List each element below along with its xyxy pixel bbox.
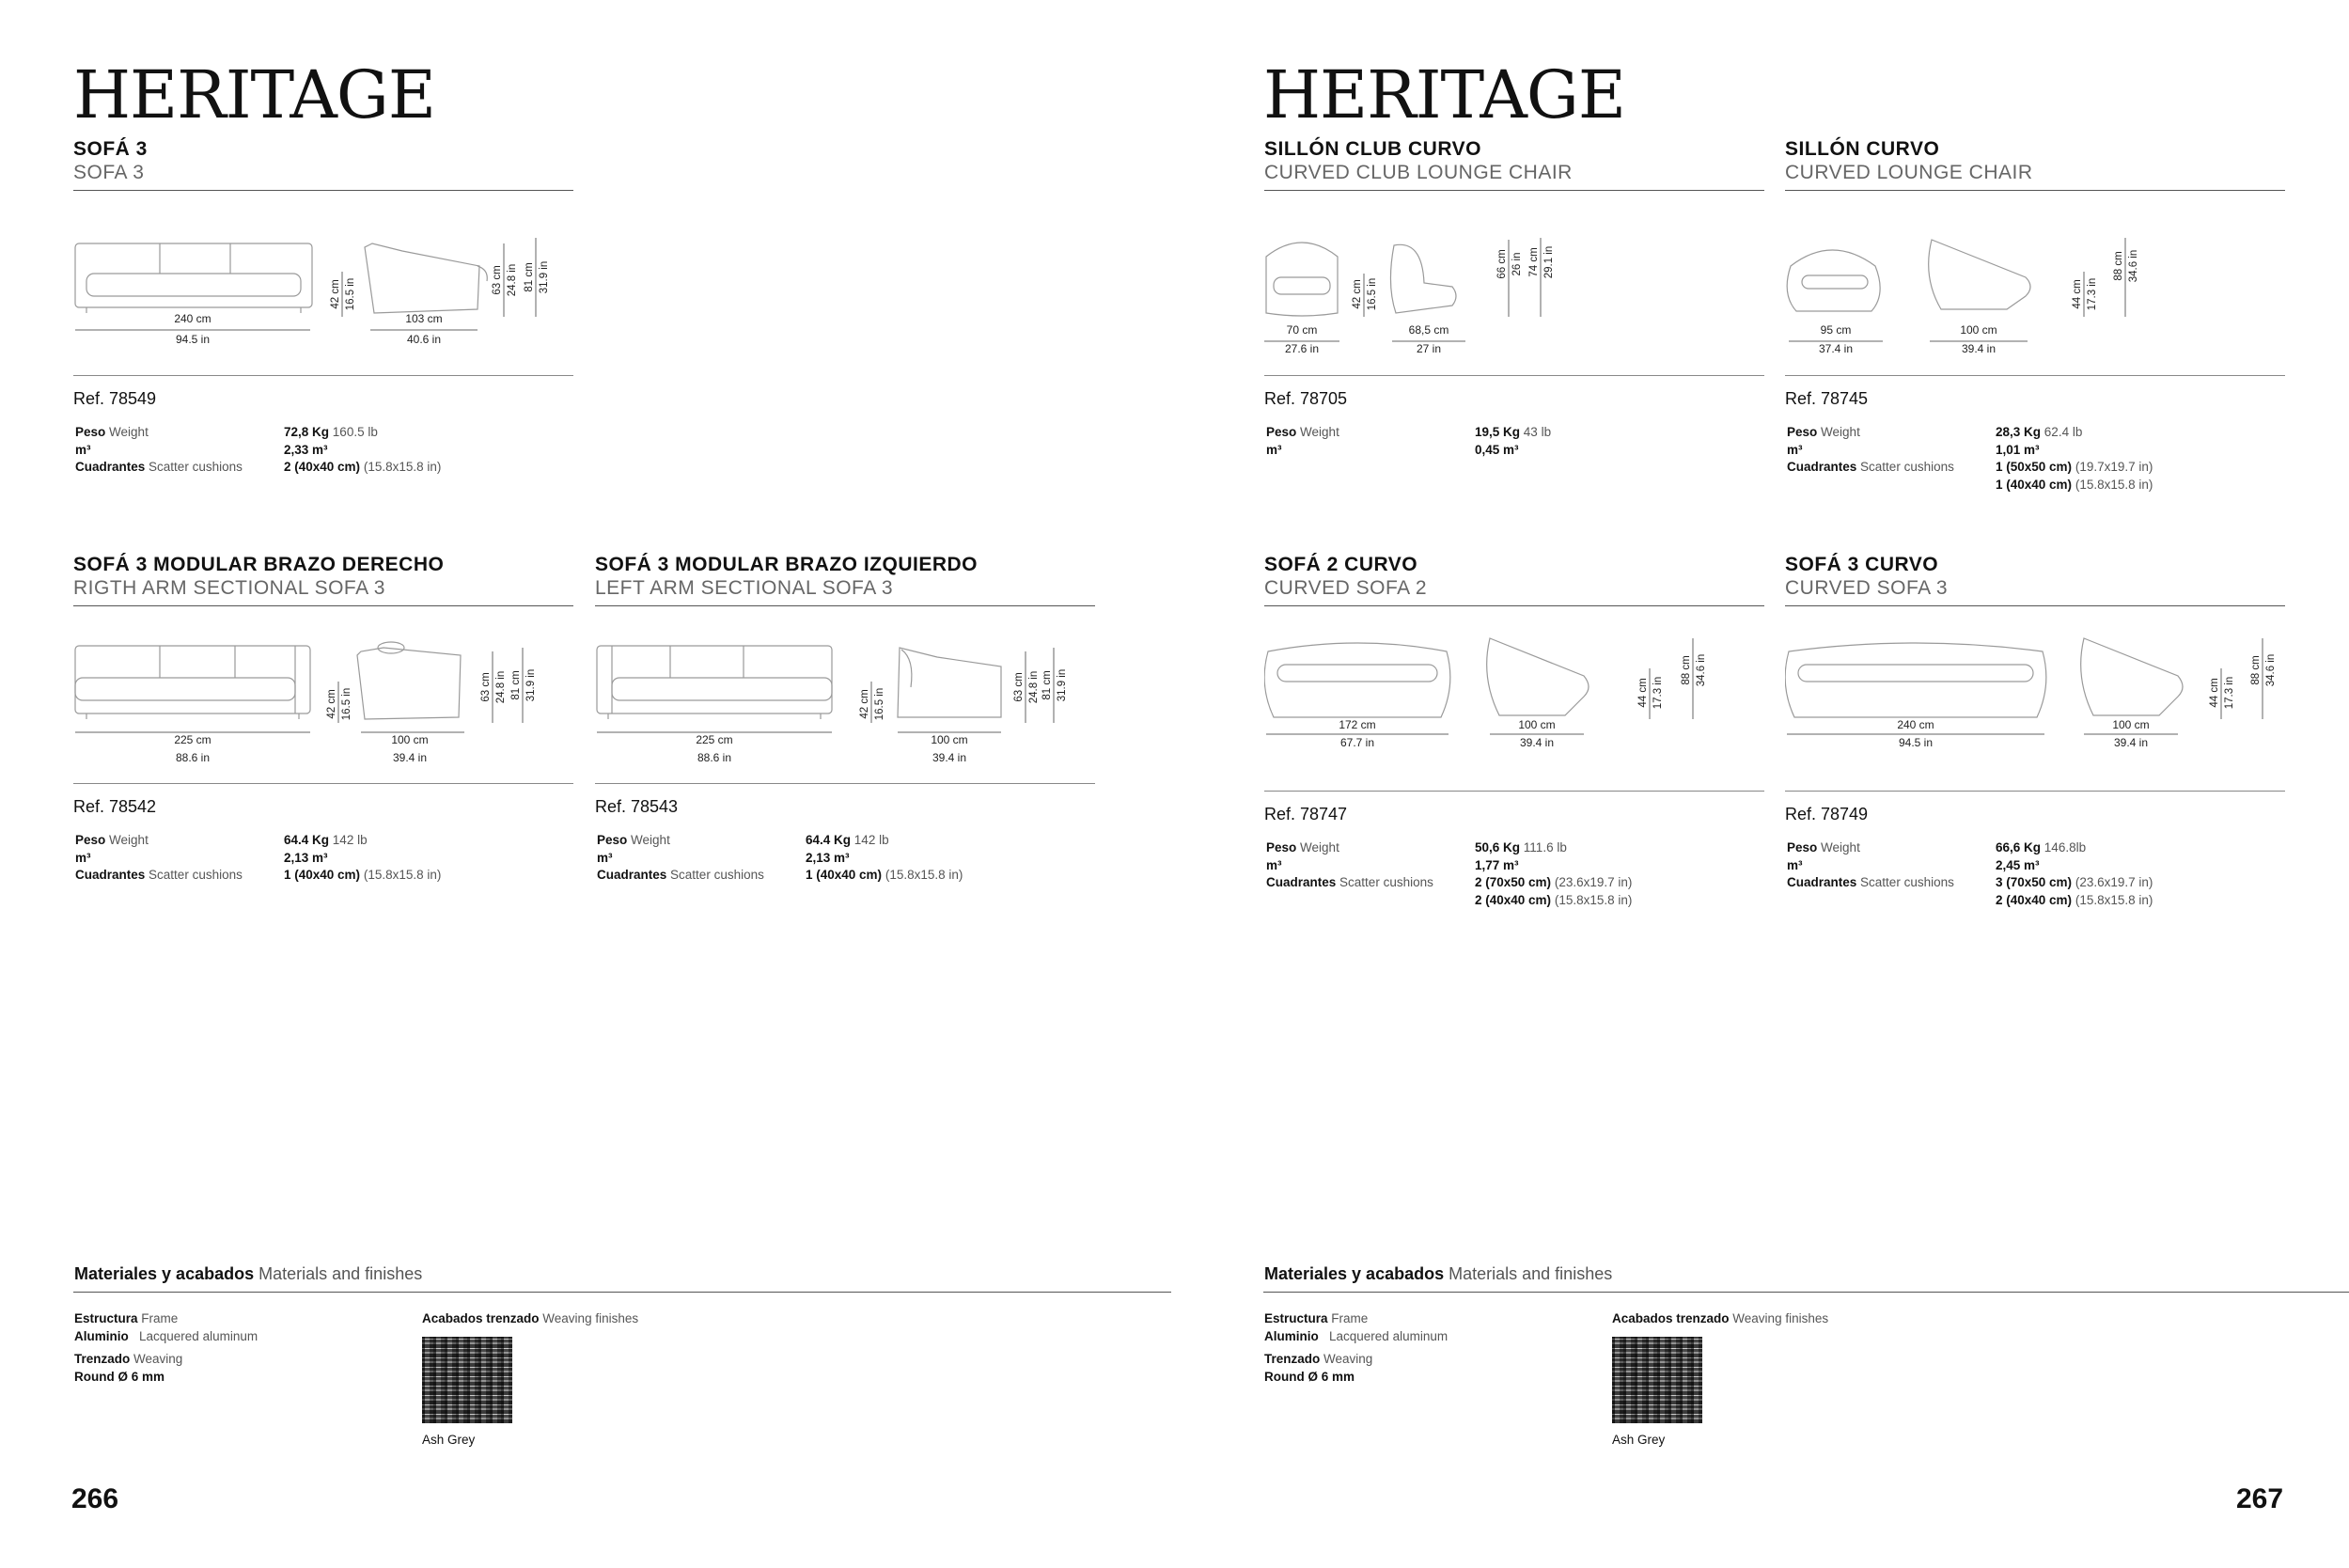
product-title-es: SOFÁ 3 [73, 138, 148, 160]
product-drawings [1264, 606, 1764, 791]
spec-key: m³ [1787, 442, 1803, 457]
spec-value-en: (15.8x15.8 in) [2075, 477, 2153, 492]
spec-value: 64.4 Kg [806, 833, 852, 847]
product-curved-club-lounge-chair [1264, 137, 1764, 459]
frame-material: Aluminio [74, 1329, 129, 1343]
spec-row [1264, 424, 1764, 442]
arm-in: 24.8 in [1028, 670, 1040, 704]
spec-value-en: 43 lb [1523, 425, 1552, 439]
depth-cm: 100 cm [2112, 718, 2150, 731]
spec-value: 28,3 Kg [1996, 425, 2042, 439]
spec-row [1785, 839, 2285, 857]
product-drawings [1264, 191, 1764, 375]
materials-section [73, 1264, 1171, 1452]
seat-in: 16.5 in [345, 277, 356, 311]
spec-value: 3 (70x50 cm) [1996, 875, 2073, 889]
width-in: 67.7 in [1339, 736, 1375, 749]
product-ref: Ref. 78542 [73, 797, 157, 816]
frame-label: Estructura [74, 1311, 138, 1325]
finishes-label: Acabados trenzado [1612, 1311, 1730, 1325]
spec-row [595, 867, 1095, 885]
spec-row [73, 832, 573, 850]
depth-in: 39.4 in [1519, 736, 1555, 749]
spec-key: m³ [597, 850, 613, 865]
materials-title [73, 1264, 1171, 1284]
depth-cm: 100 cm [1960, 323, 1997, 337]
spec-table [1785, 839, 2285, 909]
spec-row [1264, 874, 1764, 892]
spec-value-en: (15.8x15.8 in) [1554, 892, 1633, 907]
product-sofa-3 [73, 137, 573, 477]
spec-row [73, 867, 573, 885]
spec-value-en: (23.6x19.7 in) [1554, 875, 1633, 889]
page-number: 266 [71, 1483, 119, 1514]
seat-in: 16.5 in [341, 687, 352, 721]
seat-in: 17.3 in [1652, 676, 1664, 710]
spec-key: Peso [597, 833, 628, 847]
spec-row [1785, 874, 2285, 892]
product-ref: Ref. 78549 [73, 389, 157, 408]
depth-cm: 100 cm [391, 733, 429, 746]
spec-row [1785, 857, 2285, 875]
spec-value: 1,77 m³ [1475, 857, 1519, 872]
spec-value: 2 (40x40 cm) [1996, 892, 2073, 907]
spec-row [73, 459, 573, 477]
weave-label: Trenzado [74, 1352, 131, 1366]
spec-value: 0,45 m³ [1475, 442, 1519, 457]
spec-key: Peso [1787, 425, 1818, 439]
brand-title: HERITAGE [73, 56, 435, 133]
spec-value-en: 111.6 lb [1523, 840, 1567, 855]
spec-value: 2,13 m³ [284, 850, 328, 865]
curved-sofa-2-drawing [1264, 606, 1764, 791]
depth-cm: 100 cm [1518, 718, 1556, 731]
spec-value: 1 (40x40 cm) [806, 868, 883, 882]
product-drawings [595, 606, 1095, 783]
product-title-es: SOFÁ 3 CURVO [1785, 554, 1939, 575]
product-title-es: SOFÁ 3 MODULAR BRAZO DERECHO [73, 554, 445, 575]
spec-value: 2,33 m³ [284, 442, 328, 457]
spec-key-en: Scatter cushions [1860, 875, 1954, 889]
product-title-es: SOFÁ 3 MODULAR BRAZO IZQUIERDO [595, 554, 978, 575]
materials-specs [74, 1309, 258, 1386]
seat-cm: 42 cm [326, 689, 337, 719]
spec-row [595, 832, 1095, 850]
ash-grey-swatch [1612, 1337, 1702, 1423]
spec-key: Peso [1266, 425, 1297, 439]
width-in: 37.4 in [1818, 342, 1854, 355]
spec-row [595, 850, 1095, 868]
section-rule [1785, 375, 2285, 376]
spec-key: m³ [75, 442, 91, 457]
spec-key: Peso [1787, 840, 1818, 855]
product-ref: Ref. 78705 [1264, 389, 1348, 408]
weave-label-en: Weaving [1323, 1352, 1373, 1366]
seat-cm: 42 cm [859, 689, 870, 719]
spec-value: 66,6 Kg [1996, 840, 2042, 855]
spec-value: 1 (40x40 cm) [284, 868, 361, 882]
height-in: 34.6 in [2265, 653, 2277, 687]
product-title-es: SILLÓN CLUB CURVO [1264, 138, 1481, 160]
spec-key-en: Scatter cushions [670, 868, 764, 882]
spec-value: 2,45 m³ [1996, 857, 2040, 872]
spec-key: m³ [1787, 857, 1803, 872]
product-title-es: SOFÁ 2 CURVO [1264, 554, 1418, 575]
curved-sofa-3-drawing [1785, 606, 2285, 791]
spec-key: Peso [1266, 840, 1297, 855]
product-drawings [73, 191, 573, 375]
spec-row [73, 850, 573, 868]
height-cm: 88 cm [1681, 655, 1692, 685]
width-cm: 172 cm [1339, 718, 1376, 731]
section-rule [1264, 791, 1764, 792]
spec-key: Cuadrantes [597, 868, 667, 882]
height-in: 31.9 in [539, 260, 550, 294]
sofa-drawing [73, 191, 573, 375]
product-curved-lounge-chair [1785, 137, 2285, 494]
product-title-en: RIGTH ARM SECTIONAL SOFA 3 [73, 577, 385, 599]
width-cm: 225 cm [174, 733, 211, 746]
spec-key-en: Weight [1821, 425, 1860, 439]
spec-row [73, 424, 573, 442]
spec-row [1264, 892, 1764, 910]
spec-key-en: Weight [1821, 840, 1860, 855]
depth-in: 40.6 in [406, 333, 442, 346]
arm-cm: 63 cm [492, 265, 503, 295]
product-drawings [1785, 606, 2285, 791]
spec-key-en: Scatter cushions [149, 460, 243, 474]
width-cm: 70 cm [1286, 323, 1318, 337]
width-cm: 225 cm [696, 733, 733, 746]
width-in: 88.6 in [175, 751, 211, 764]
spec-table [1264, 424, 1764, 459]
product-title-en: LEFT ARM SECTIONAL SOFA 3 [595, 577, 894, 599]
seat-in: 17.3 in [2224, 676, 2235, 710]
product-title-en: SOFA 3 [73, 162, 145, 183]
section-rule [73, 375, 573, 376]
spec-value-en: 62.4 lb [2044, 425, 2083, 439]
spec-table [1785, 424, 2285, 494]
left-page [0, 0, 1174, 1568]
spec-key-en: Weight [1300, 840, 1339, 855]
depth-in: 39.4 in [1961, 342, 1997, 355]
seat-in: 16.5 in [1367, 277, 1378, 311]
spec-key: m³ [75, 850, 91, 865]
width-in: 88.6 in [697, 751, 732, 764]
frame-label: Estructura [1264, 1311, 1328, 1325]
arm-in: 24.8 in [495, 670, 507, 704]
product-curved-sofa-2 [1264, 553, 1764, 909]
height-cm: 81 cm [524, 262, 535, 292]
materials-title-es: Materiales y acabados [74, 1264, 255, 1283]
spec-value-en: (15.8x15.8 in) [2075, 892, 2153, 907]
materials-title-en: Materials and finishes [1449, 1264, 1613, 1283]
spec-value-en: 146.8lb [2044, 840, 2087, 855]
spec-key-en: Weight [631, 833, 670, 847]
width-cm: 240 cm [1897, 718, 1934, 731]
finishes-label-en: Weaving finishes [1732, 1311, 1829, 1325]
materials-section [1263, 1264, 2349, 1452]
weave-spec: Round Ø 6 mm [1264, 1370, 1355, 1384]
spec-key-en: Weight [109, 833, 149, 847]
product-ref: Ref. 78745 [1785, 389, 1869, 408]
spec-table [73, 832, 573, 885]
seat-cm: 42 cm [1352, 279, 1363, 309]
width-cm: 95 cm [1820, 323, 1852, 337]
finishes-label: Acabados trenzado [422, 1311, 540, 1325]
spec-key: Peso [75, 833, 106, 847]
seat-cm: 44 cm [1637, 678, 1649, 708]
spec-table [1264, 839, 1764, 909]
brand-title: HERITAGE [1263, 56, 1625, 133]
spec-row [1264, 442, 1764, 460]
spec-key-en: Weight [1300, 425, 1339, 439]
product-curved-sofa-3 [1785, 553, 2285, 909]
section-rule [595, 783, 1095, 784]
frame-label-en: Frame [141, 1311, 179, 1325]
spec-key: Cuadrantes [1787, 460, 1857, 474]
height-in: 34.6 in [2128, 249, 2139, 283]
product-drawings [73, 606, 573, 783]
product-title-es: SILLÓN CURVO [1785, 138, 1940, 160]
height-in: 31.9 in [525, 668, 537, 702]
spec-value-en: 142 lb [332, 833, 368, 847]
height-cm: 88 cm [2250, 655, 2262, 685]
spec-key: m³ [1266, 442, 1282, 457]
ash-grey-swatch [422, 1337, 512, 1423]
weave-label: Trenzado [1264, 1352, 1321, 1366]
spec-value: 64.4 Kg [284, 833, 330, 847]
spec-table [595, 832, 1095, 885]
materials-specs [1264, 1309, 1448, 1386]
frame-label-en: Frame [1331, 1311, 1369, 1325]
lounge-chair-drawing [1785, 191, 2285, 375]
spec-value: 1 (50x50 cm) [1996, 460, 2073, 474]
spec-key: m³ [1266, 857, 1282, 872]
spec-key: Cuadrantes [75, 460, 146, 474]
spec-row [73, 442, 573, 460]
spec-key-en: Scatter cushions [1339, 875, 1433, 889]
depth-cm: 103 cm [405, 312, 443, 325]
spec-row [1785, 424, 2285, 442]
spec-value: 72,8 Kg [284, 425, 330, 439]
spec-row [1264, 839, 1764, 857]
product-left-arm-sectional [595, 553, 1095, 885]
spec-row [1785, 459, 2285, 477]
product-ref: Ref. 78543 [595, 797, 679, 816]
materials-title-es: Materiales y acabados [1264, 1264, 1445, 1283]
depth-in: 39.4 in [392, 751, 428, 764]
spec-value-en: (15.8x15.8 in) [885, 868, 963, 882]
spec-value-en: 160.5 lb [332, 425, 378, 439]
depth-cm: 100 cm [931, 733, 968, 746]
width-cm: 240 cm [174, 312, 211, 325]
width-in: 27.6 in [1284, 342, 1320, 355]
product-title-en: CURVED SOFA 3 [1785, 577, 1949, 599]
spec-key: Cuadrantes [1266, 875, 1337, 889]
sectional-drawing [595, 606, 1095, 783]
section-rule [73, 783, 573, 784]
spec-value: 2 (40x40 cm) [1475, 892, 1552, 907]
height-in: 34.6 in [1696, 653, 1707, 687]
arm-cm: 66 cm [1496, 249, 1508, 279]
product-ref: Ref. 78749 [1785, 805, 1869, 823]
spec-value-en: 142 lb [853, 833, 889, 847]
swatch-name: Ash Grey [1612, 1433, 1666, 1447]
spec-row [1785, 442, 2285, 460]
product-ref: Ref. 78747 [1264, 805, 1348, 823]
spec-key-en: Weight [109, 425, 149, 439]
arm-in: 26 in [1511, 252, 1523, 276]
product-title-en: CURVED CLUB LOUNGE CHAIR [1264, 162, 1573, 183]
depth-in: 39.4 in [932, 751, 967, 764]
spec-value: 50,6 Kg [1475, 840, 1521, 855]
weave-spec: Round Ø 6 mm [74, 1370, 165, 1384]
arm-in: 24.8 in [507, 263, 518, 297]
section-rule [1785, 791, 2285, 792]
seat-cm: 42 cm [330, 279, 341, 309]
depth-in: 27 in [1416, 342, 1442, 355]
height-in: 29.1 in [1543, 245, 1555, 279]
spec-table [73, 424, 573, 477]
arm-cm: 63 cm [1013, 672, 1025, 702]
right-page [1190, 0, 2349, 1568]
spec-value: 2 (70x50 cm) [1475, 875, 1552, 889]
spec-key-en: Scatter cushions [1860, 460, 1954, 474]
weaving-finishes [1612, 1309, 1828, 1449]
width-in: 94.5 in [1898, 736, 1934, 749]
seat-cm: 44 cm [2209, 678, 2220, 708]
weave-label-en: Weaving [133, 1352, 183, 1366]
height-in: 31.9 in [1057, 668, 1068, 702]
spec-key-en: Scatter cushions [149, 868, 243, 882]
spec-value: 19,5 Kg [1475, 425, 1521, 439]
height-cm: 81 cm [1041, 670, 1053, 700]
product-drawings [1785, 191, 2285, 375]
spec-row [1264, 857, 1764, 875]
spec-row [1785, 892, 2285, 910]
spec-key: Cuadrantes [75, 868, 146, 882]
depth-in: 39.4 in [2113, 736, 2149, 749]
seat-in: 17.3 in [2087, 277, 2098, 311]
spec-value-en: (19.7x19.7 in) [2075, 460, 2153, 474]
height-cm: 88 cm [2113, 251, 2124, 281]
seat-cm: 44 cm [2072, 279, 2083, 309]
swatch-name: Ash Grey [422, 1433, 476, 1447]
frame-material-en: Lacquered aluminum [1329, 1329, 1449, 1343]
spec-value: 1,01 m³ [1996, 442, 2040, 457]
section-rule [1264, 375, 1764, 376]
page-number: 267 [2236, 1483, 2284, 1514]
seat-in: 16.5 in [874, 687, 885, 721]
spec-key: Cuadrantes [1787, 875, 1857, 889]
club-chair-drawing [1264, 191, 1764, 375]
materials-title-en: Materials and finishes [258, 1264, 423, 1283]
weaving-finishes [422, 1309, 638, 1449]
product-title-en: CURVED LOUNGE CHAIR [1785, 162, 2033, 183]
spec-value: 1 (40x40 cm) [1996, 477, 2073, 492]
spec-value-en: (15.8x15.8 in) [363, 868, 442, 882]
frame-material: Aluminio [1264, 1329, 1319, 1343]
spec-value: 2,13 m³ [806, 850, 850, 865]
sectional-drawing [73, 606, 573, 783]
height-cm: 74 cm [1528, 247, 1540, 277]
frame-material-en: Lacquered aluminum [139, 1329, 258, 1343]
spec-value-en: (23.6x19.7 in) [2075, 875, 2153, 889]
finishes-label-en: Weaving finishes [542, 1311, 639, 1325]
spec-value-en: (15.8x15.8 in) [363, 460, 442, 474]
spec-key: Peso [75, 425, 106, 439]
spec-row [1785, 477, 2285, 494]
width-in: 94.5 in [175, 333, 211, 346]
product-title-en: CURVED SOFA 2 [1264, 577, 1428, 599]
arm-cm: 63 cm [480, 672, 492, 702]
height-cm: 81 cm [510, 670, 522, 700]
spec-value: 2 (40x40 cm) [284, 460, 361, 474]
depth-cm: 68,5 cm [1408, 323, 1449, 337]
materials-title [1263, 1264, 2349, 1284]
product-right-arm-sectional [73, 553, 573, 885]
